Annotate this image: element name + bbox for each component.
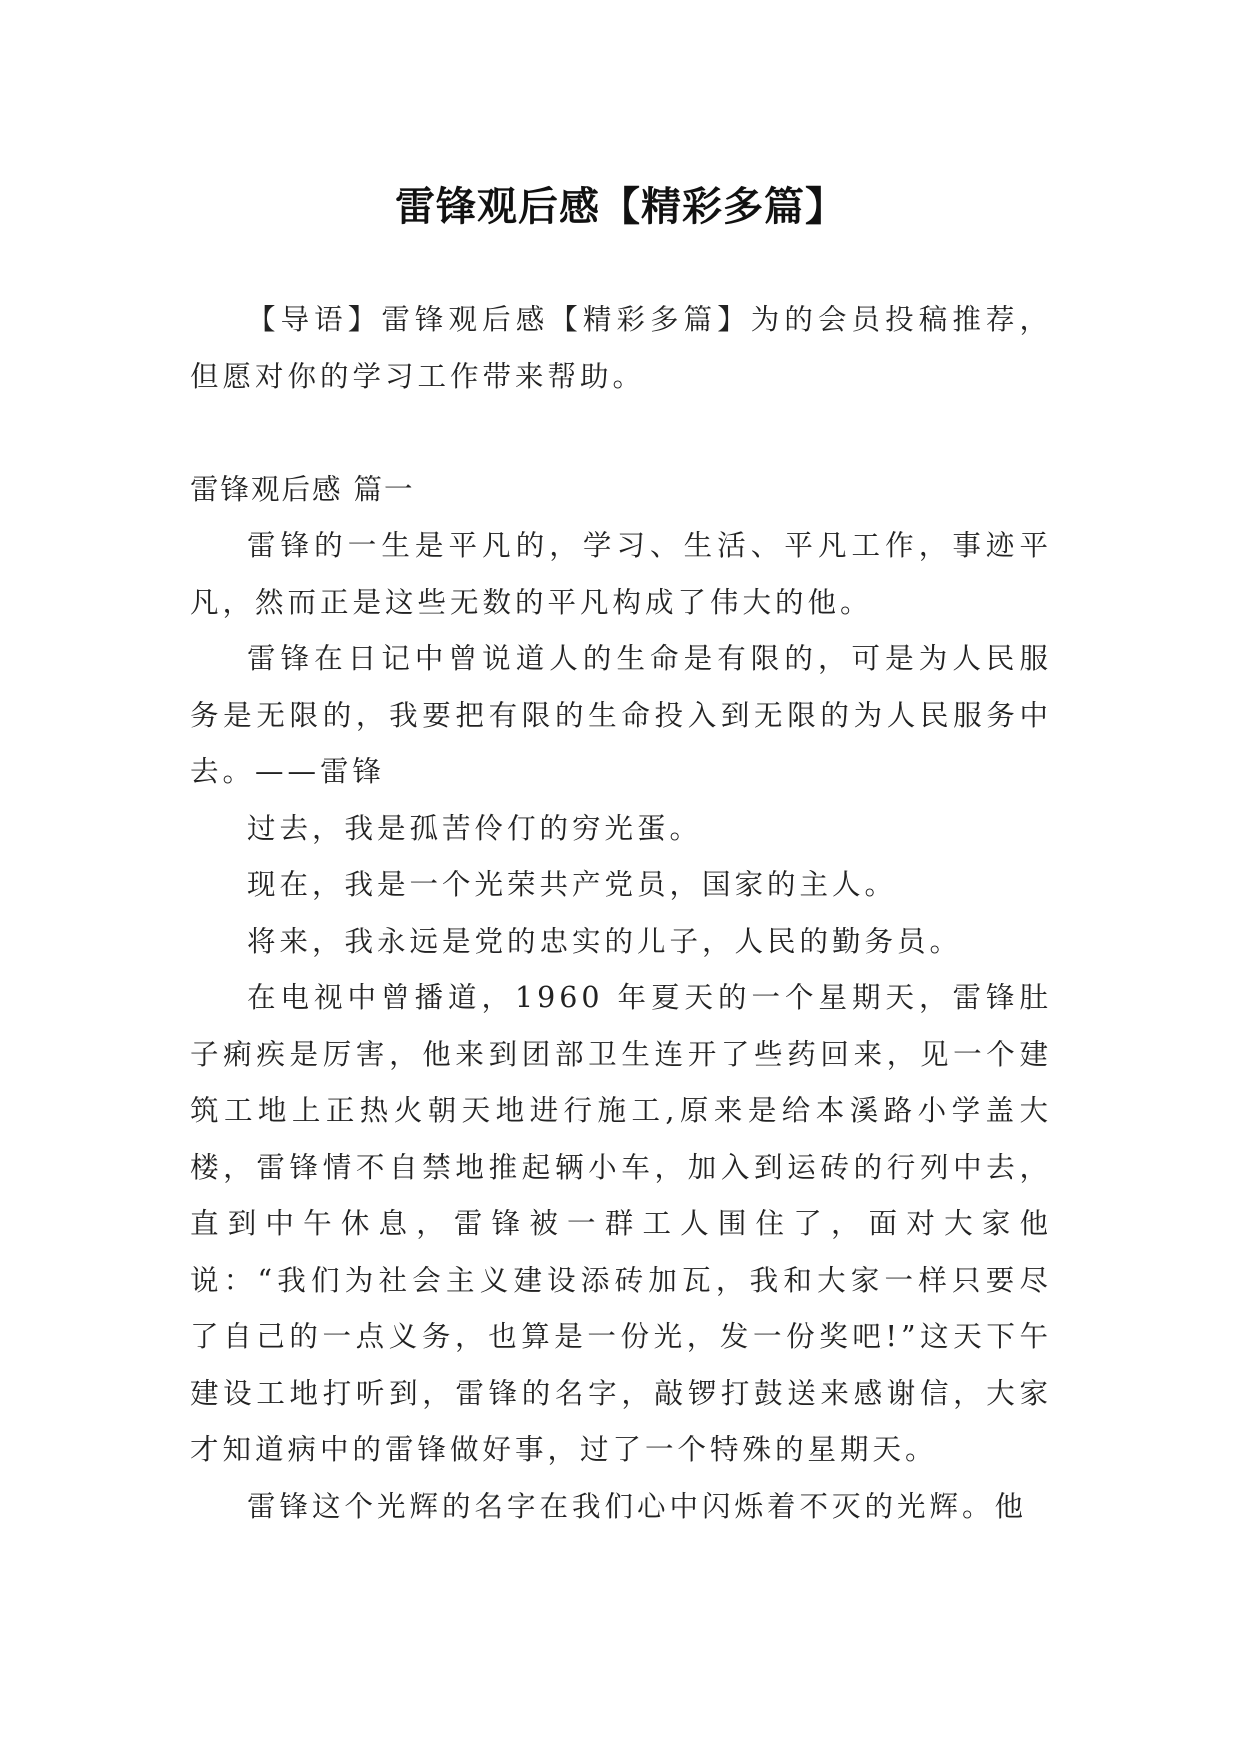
section-heading: 雷锋观后感 篇一 [190, 472, 415, 506]
body-paragraph: 将来，我永远是党的忠实的儿子，人民的勤务员。 [247, 924, 963, 958]
body-paragraph: 雷锋的一生是平凡的，学习、生活、平凡工作，事迹平凡，然而正是这些无数的平凡构成了伟大的他。 [190, 529, 1052, 619]
body-paragraph: 雷锋这个光辉的名字在我们心中闪烁着不灭的光辉。他 [247, 1489, 1028, 1523]
document-title: 雷锋观后感【精彩多篇】 [395, 183, 846, 230]
body-paragraph: 过去，我是孤苦伶仃的穷光蛋。 [247, 811, 703, 845]
document-body [190, 292, 1052, 1535]
intro-paragraph: 【导语】雷锋观后感【精彩多篇】为的会员投稿推荐，但愿对你的学习工作带来帮助。 [190, 303, 1052, 393]
body-paragraph: 在电视中曾播道，1960 年夏天的一个星期天，雷锋肚子痢疾是厉害，他来到团部卫生连开了些药回来，见一个建筑工地上正热火朝天地进行施工,原来是给本溪路小学盖大楼，雷锋情不自禁地推起辆小车，加入到运砖的行列中去，直到中午休息，雷锋被一群工人围住了，面对大家他说：“我们为社会主义建设添砖加瓦，我和大家一样只要尽了自己的一点义务，也算是一份光，发一份奖吧!”这天下午建设工地打听到，雷锋的名字，敲锣打鼓送来感谢信，大家才知道病中的雷锋做好事，过了一个特殊的星期天。 [190, 981, 1052, 1466]
body-paragraph: 雷锋在日记中曾说道人的生命是有限的，可是为人民服务是无限的，我要把有限的生命投入到无限的为人民服务中去。——雷锋 [190, 642, 1052, 788]
body-paragraph: 现在，我是一个光荣共产党员，国家的主人。 [247, 868, 898, 901]
